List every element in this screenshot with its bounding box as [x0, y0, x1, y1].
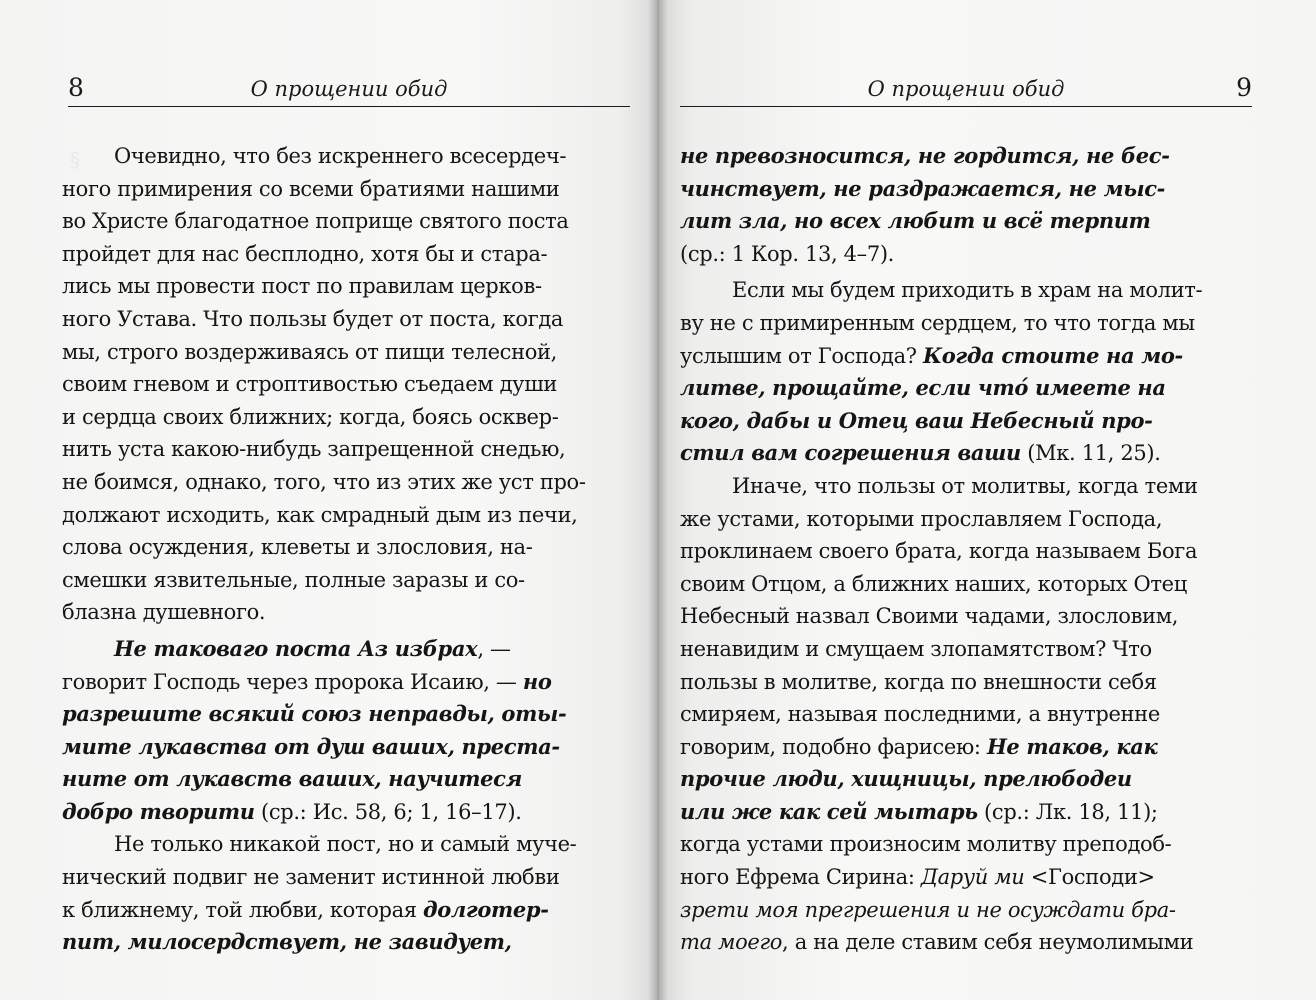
- body-text: должают исходить, как смрадный дым из печи,: [62, 502, 578, 527]
- scripture-quote: ните от лукавств ваших, научитеся: [62, 766, 522, 792]
- text-line: [62, 336, 632, 369]
- text-line: [62, 205, 632, 238]
- text-line: [680, 698, 1252, 731]
- text-line: [680, 600, 1252, 633]
- body-text: ного примирения со всеми братиями нашими: [62, 176, 560, 201]
- scripture-quote: Не таковаго поста Аз избрах: [114, 635, 478, 661]
- text-line: [62, 796, 632, 829]
- scripture-quote: чинствует, не раздражается, не мыс-: [680, 175, 1166, 201]
- body-text: же устами, которыми прославляем Господа,: [680, 506, 1163, 531]
- body-text: и сердца своих ближних; когда, боясь осквер-: [62, 404, 559, 429]
- body-text: проклинаем своего брата, когда называем Бога: [680, 539, 1198, 564]
- scripture-quote: разрешите всякий союз неправды, оты-: [62, 701, 567, 727]
- scripture-quote: кого, дабы и Отец ваш Небесный про-: [680, 407, 1153, 433]
- body-text: своим гневом и строптивостью съедаем души: [62, 372, 558, 397]
- body-text: слова осуждения, клеветы и злословия, на-: [62, 535, 533, 560]
- left-page-text: [62, 140, 632, 959]
- scripture-quote: но: [522, 668, 552, 694]
- body-text: ненавидим и смущаем злопамятством? Что: [680, 636, 1152, 661]
- body-text: мы, строго воздерживаясь от пищи телесной,: [62, 339, 557, 364]
- text-line: [680, 763, 1252, 796]
- text-line: [680, 205, 1252, 238]
- text-line: [62, 596, 632, 629]
- left-running-head: [68, 68, 630, 108]
- body-text: блазна душевного.: [62, 600, 266, 625]
- body-text: <Господи>: [1024, 865, 1155, 890]
- text-line: [680, 503, 1252, 536]
- body-text: (ср.: Ис. 58, 6; 1, 16–17).: [254, 799, 522, 824]
- text-line: [62, 401, 632, 434]
- text-line: [680, 731, 1252, 764]
- body-text: услышим от Господа?: [680, 343, 923, 368]
- body-text: своим Отцом, а ближних наших, которых Отец: [680, 571, 1187, 596]
- body-text: Не только никакой пост, но и самый муче-: [114, 832, 577, 857]
- scripture-quote: добро творити: [62, 798, 255, 824]
- text-line: [62, 303, 632, 336]
- prayer-quote: зрети моя прегрешения и не осуждати бра-: [680, 897, 1176, 922]
- body-text: когда устами произносим молитву преподоб-: [680, 832, 1172, 857]
- text-line: [680, 140, 1252, 173]
- body-text: ву не с примиренным сердцем, то что тогда мы: [680, 310, 1195, 335]
- body-text: говорим, подобно фарисею:: [680, 734, 987, 759]
- text-line: [680, 633, 1252, 666]
- text-line: [62, 564, 632, 597]
- body-text: Очевидно, что без искреннего всесердеч-: [114, 144, 567, 168]
- text-line: [680, 307, 1252, 340]
- running-title: О прощении обид: [250, 77, 448, 101]
- body-text: пройдет для нас бесплодно, хотя бы и стара-: [62, 241, 548, 266]
- text-line: [680, 861, 1252, 894]
- text-line: [680, 796, 1252, 829]
- scripture-quote: Не таков, как: [986, 733, 1158, 759]
- text-line: [62, 140, 632, 173]
- text-line: [62, 926, 632, 959]
- text-line: [680, 535, 1252, 568]
- text-line: [62, 466, 632, 499]
- body-text: лись мы провести пост по правилам церков-: [62, 274, 542, 299]
- body-text: смиряем, называя последними, а внутренне: [680, 702, 1160, 727]
- running-title: О прощении обид: [867, 77, 1065, 101]
- scripture-quote: долготер-: [423, 896, 549, 922]
- text-line: [62, 531, 632, 564]
- body-text: , —: [477, 636, 511, 661]
- text-line: [62, 666, 632, 699]
- text-line: [680, 340, 1252, 373]
- scripture-quote: прочие люди, хищницы, прелюбодеи: [680, 766, 1132, 792]
- scripture-quote: или же как сей мытарь: [680, 798, 978, 824]
- prayer-quote: Даруй ми: [920, 865, 1025, 890]
- scripture-quote: Когда стоите на мо-: [922, 342, 1183, 368]
- scripture-quote: литве, прощайте, если что́ имеете на: [680, 375, 1166, 401]
- right-running-head: [680, 68, 1252, 108]
- body-text: ного Ефрема Сирина:: [680, 865, 921, 890]
- text-line: [680, 568, 1252, 601]
- text-line: [62, 238, 632, 271]
- text-line: [680, 894, 1252, 927]
- scripture-quote: пит, милосердствует, не завидует,: [62, 929, 512, 955]
- text-line: [680, 437, 1252, 470]
- body-text: Небесный назвал Своими чадами, злословим,: [680, 604, 1179, 629]
- body-text: ного Устава. Что пользы будет от поста, когда: [62, 306, 564, 331]
- text-line: [62, 731, 632, 764]
- body-text: к ближнему, той любви, которая: [62, 897, 423, 922]
- text-line: [62, 828, 632, 861]
- scripture-quote: стил вам согрешения ваши: [680, 440, 1021, 466]
- body-text: не боимся, однако, того, что из этих же уст про-: [62, 469, 586, 494]
- right-page: [658, 0, 1316, 1000]
- text-line: [680, 926, 1252, 959]
- prayer-quote: та моего: [680, 930, 783, 955]
- body-text: нить уста какою-нибудь запрещенной снедью,: [62, 437, 566, 462]
- text-line: [62, 173, 632, 206]
- text-line: [680, 405, 1252, 438]
- body-text: нический подвиг не заменит истинной любви: [62, 865, 560, 890]
- text-line: [680, 274, 1252, 307]
- body-text: говорит Господь через пророка Исаию, —: [62, 669, 523, 694]
- text-line: [62, 698, 632, 731]
- body-text: Если мы будем приходить в храм на молит-: [732, 278, 1203, 303]
- text-line: [62, 763, 632, 796]
- text-line: [680, 173, 1252, 206]
- scripture-quote: не превозносится, не гордится, не бес-: [680, 143, 1170, 168]
- header-rule: [68, 106, 630, 107]
- scripture-quote: мите лукавства от душ ваших, преста-: [62, 733, 560, 759]
- body-text: во Христе благодатное поприще святого поста: [62, 209, 569, 234]
- text-line: [62, 433, 632, 466]
- text-line: [680, 238, 1252, 271]
- text-line: [62, 270, 632, 303]
- scripture-quote: лит зла, но всех любит и всё терпит: [680, 208, 1151, 234]
- text-line: [62, 861, 632, 894]
- left-page: 8 О прощении обид § Очевидно, что без искреннего всесердеч- ного примирения со всеми братиями нашими во Христе благодатное поприще святого поста пройдет для нас бесплодно, хотя бы и стара- лись мы провести пост по правилам церков- ного Устава. Что пользы будет от поста, когда мы, строго воздерживаясь от пищи телесной, своим гневом и строптивостью съедаем души и сердца своих ближних; когда, боясь осквер- нить уста какою-нибудь запрещенной снедью, не боимся, однако, того, что из этих же уст про- должают исходить, как смрадный дым из печи, слова осуждения, клеветы и злословия, на- смешки язвительные, полные заразы и со- блазна душевного. Не таковаго поста Аз избрах, — говорит Господь через пророка Исаию, — но разрешите всякий союз неправды, оты- мите лукавства от душ ваших, преста- ните от лукавств ваших, научитеся добро творити (ср.: Ис. 58, 6; 1, 16–17). Не только никакой пост, но и самый муче- нический подвиг не заменит истинной любви к ближнему, той любви, которая долготер- пит, милосердствует, не завидует,: [0, 0, 658, 1000]
- text-line: [680, 666, 1252, 699]
- text-line: [62, 633, 632, 666]
- page-number: 8: [68, 73, 84, 102]
- text-line: [62, 894, 632, 927]
- body-text: , а на деле ставим себя неумолимыми: [782, 930, 1194, 955]
- body-text: (ср.: Лк. 18, 11);: [977, 799, 1158, 824]
- text-line: [680, 828, 1252, 861]
- text-line: [62, 368, 632, 401]
- body-text: Иначе, что пользы от молитвы, когда теми: [732, 473, 1198, 498]
- body-text: пользы в молитве, когда по внешности себя: [680, 669, 1157, 694]
- text-line: [680, 470, 1252, 503]
- page-number: 9: [1236, 73, 1252, 102]
- body-text: (ср.: 1 Кор. 13, 4–7).: [680, 241, 895, 266]
- body-text: смешки язвительные, полные заразы и со-: [62, 567, 525, 592]
- text-line: [62, 499, 632, 532]
- header-rule: [680, 106, 1252, 107]
- body-text: (Мк. 11, 25).: [1020, 441, 1161, 466]
- text-line: [680, 372, 1252, 405]
- right-page-text: [680, 140, 1252, 959]
